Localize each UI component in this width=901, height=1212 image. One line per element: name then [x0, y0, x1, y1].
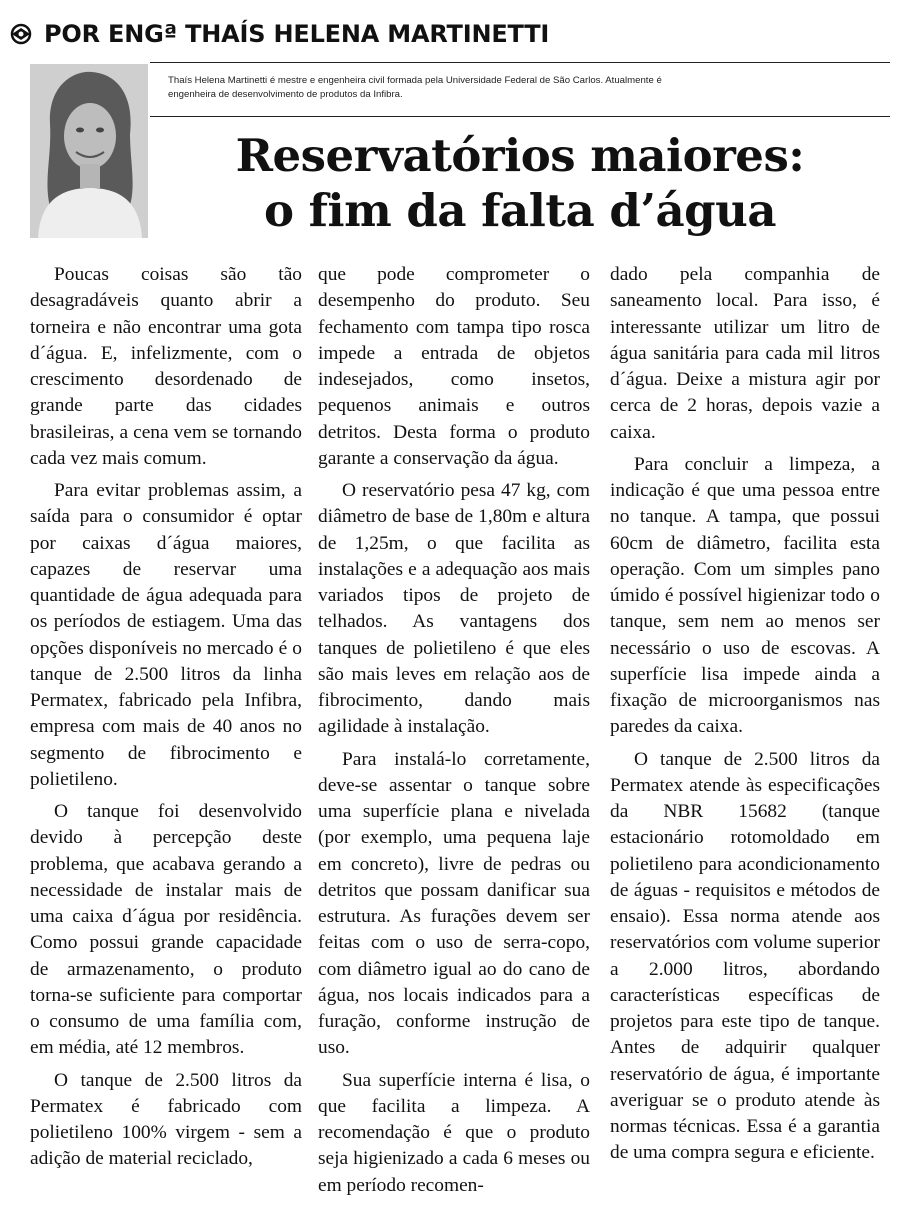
column-3-paragraph-1: dado pela companhia de saneamento local. Para isso, é interessante utilizar um litro de água sanitária para cada mil litros d´água. Deixe a mistura agir por cerca de 2 horas, depois vazie a caixa.	[610, 264, 880, 443]
column-3-paragraph-3: O tanque de 2.500 litros da Permatex atende às especificações da NBR 15682 (tanque estacionário rotomoldado em polietileno para acondicionamento de águas - requisitos e métodos de ensaio). Essa norma atende aos reservatórios com volume superior a 2.000 litros, abordando características específicas de projetos para este tipo de tanque. Antes de adquirir qualquer reservatório de água, é importante averiguar se o produto atende às normas técnicas. Essa é a garantia de uma compra segura e eficiente.	[610, 748, 880, 1164]
column-2-paragraph-1: que pode comprometer o desempenho do produto. Seu fechamento com tampa tipo rosca impede a entrada de objetos indesejados, como insetos, pequenos animais e outros detritos. Desta forma o produto garante a conservação da água.	[318, 264, 590, 469]
author-bio: Thaís Helena Martinetti é mestre e engenheira civil formada pela Universidade Federal de São Carlos. Atualmente é engenheira de desenvolvimento de produtos da Infibra.	[168, 75, 662, 100]
article-column-3	[610, 262, 880, 1202]
column-2-paragraph-4: Sua superfície interna é lisa, o que facilita a limpeza. A recomendação é que o produto seja higienizado a cada 6 meses ou em período recomen-	[318, 1069, 590, 1196]
divider-top	[150, 62, 890, 63]
column-1-paragraph-4: O tanque de 2.500 litros da Permatex é fabricado com polietileno 100% virgem - sem a adição de material reciclado,	[30, 1069, 302, 1170]
author-photo	[30, 64, 148, 238]
column-3-paragraph-2: Para concluir a limpeza, a indicação é que uma pessoa entre no tanque. A tampa, que possui 60cm de diâmetro, facilita esta operação. Com um simples pano úmido é possível higienizar todo o tanque, sem nem ao menos ser necessário o uso de escovas. A superfície lisa impede ainda a fixação de microorganismos nas paredes da caixa.	[610, 453, 880, 738]
byline	[8, 14, 893, 54]
column-1-paragraph-1: Poucas coisas são tão desagradáveis quanto abrir a torneira e não encontrar uma gota d´água. E, infelizmente, com o crescimento desordenado de grande parte das cidades brasileiras, a cena vem se tornando cada vez mais comum.	[30, 264, 302, 469]
column-1-paragraph-3: O tanque foi desenvolvido devido à percepção deste problema, que acabava gerando a necessidade de instalar mais de uma caixa d´água por residência. Como possui grande capacidade de armazenamento, o produto torna-se suficiente para comportar o consumo de uma família com, em média, até 12 membros.	[30, 801, 302, 1059]
column-2-paragraph-2: O reservatório pesa 47 kg, com diâmetro de base de 1,80m e altura de 1,25m, o que facilita as instalações e a adequação aos mais variados tipos de projeto de telhados. As vantagens dos tanques de polietileno é que eles são mais leves em relação aos de fibrocimento, dando mais agilidade à instalação.	[318, 480, 590, 738]
divider-bottom	[150, 116, 890, 117]
byline-author: POR ENGª THAÍS HELENA MARTINETTI	[44, 20, 550, 48]
headline-line-1: Reservatórios maiores:	[235, 129, 805, 182]
article-column-2	[318, 262, 590, 1202]
column-1-paragraph-2: Para evitar problemas assim, a saída para o consumidor é optar por caixas d´água maiores, capazes de reservar uma quantidade de água adequada para os períodos de estiagem. Uma das opções disponíveis no mercado é o tanque de 2.500 litros da linha Permatex, fabricado pela Infibra, empresa com mais de 40 anos no segmento de fibrocimento e polietileno.	[30, 480, 302, 790]
article-headline	[150, 128, 890, 238]
column-2-paragraph-3: Para instalá-lo corretamente, deve-se assentar o tanque sobre uma superfície plana e nivelada (por exemplo, uma pequena laje em concreto), livre de pedras ou detritos que possam danificar sua estrutura. As furações devem ser feitas com o uso de serra-copo, com diâmetro igual ao do cano de água, nos locais indicados para a furação, conforme instrução de uso.	[318, 748, 590, 1059]
publication-logo-icon	[8, 23, 34, 45]
article-column-1	[30, 262, 302, 1202]
headline-line-2: o fim da falta d’água	[263, 184, 777, 237]
